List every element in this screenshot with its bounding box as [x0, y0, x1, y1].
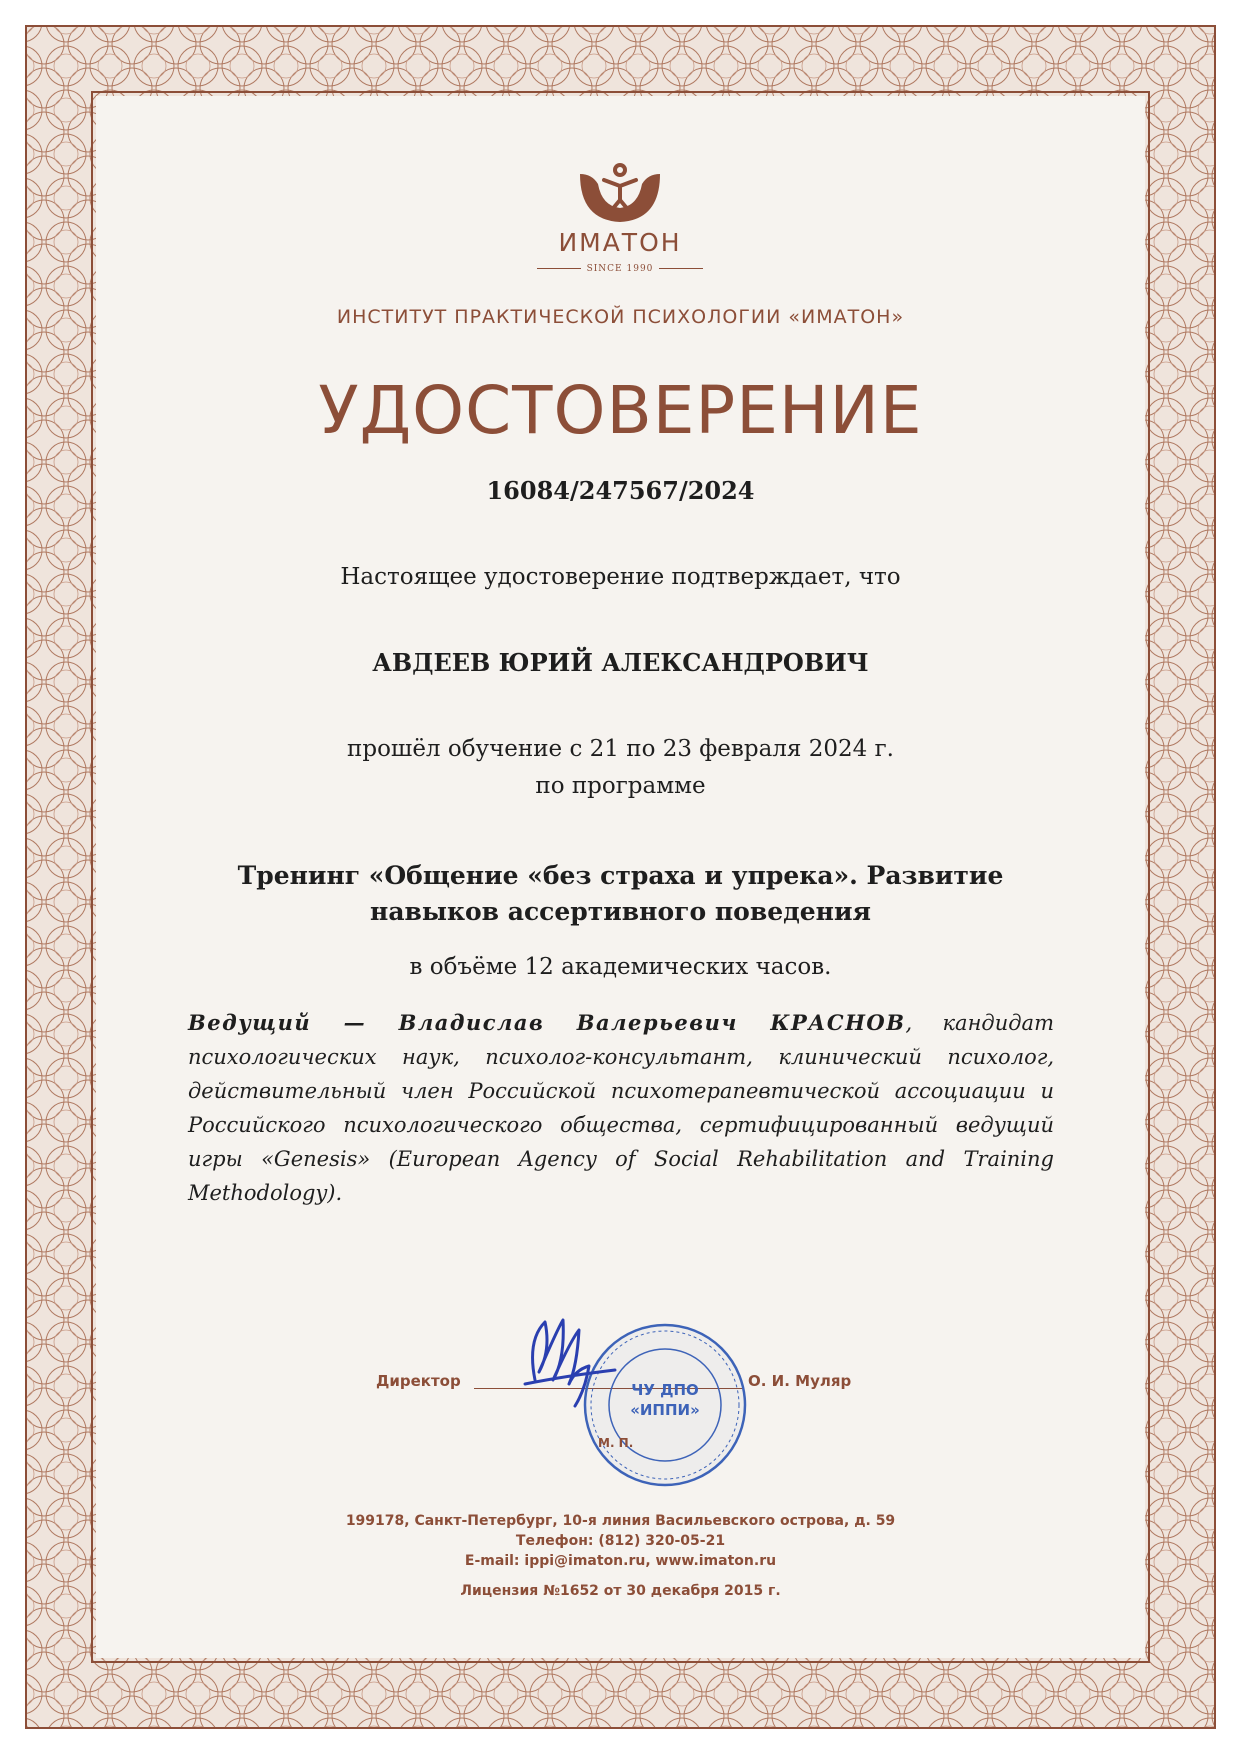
hours-text: в объёме 12 академических часов. [409, 954, 832, 980]
trainer-name: Ведущий — Владислав Валерьевич КРАСНОВ [188, 1010, 906, 1035]
logo-emblem-icon [520, 160, 720, 228]
confirmation-text: Настоящее удостоверение подтверждает, что [340, 564, 901, 590]
footer-phone: Телефон: (812) 320-05-21 [515, 1533, 726, 1549]
footer-license: Лицензия №1652 от 30 декабря 2015 г. [460, 1583, 781, 1599]
seal-place-label: М. П. [598, 1436, 634, 1450]
director-signature [505, 1310, 625, 1410]
director-name: О. И. Муляр [748, 1372, 852, 1390]
holder-name: АВДЕЕВ ЮРИЙ АЛЕКСАНДРОВИЧ [372, 648, 869, 677]
logo-wordmark: ИМАТОН [558, 228, 682, 257]
program-label: по программе [535, 773, 706, 799]
footer-contacts: E-mail: ippi@imaton.ru, www.imaton.ru [464, 1553, 777, 1569]
logo-since: SINCE 1990 [520, 264, 720, 274]
institute-name: ИНСТИТУТ ПРАКТИЧЕСКОЙ ПСИХОЛОГИИ «ИМАТОН» [336, 306, 905, 328]
document-title: УДОСТОВЕРЕНИЕ [318, 372, 923, 449]
program-title-line-1: Тренинг «Общение «без страха и упрека». Развитие [237, 861, 1004, 890]
footer-address: 199178, Санкт-Петербург, 10-я линия Васильевского острова, д. 59 [345, 1513, 896, 1529]
director-label: Директор [376, 1372, 461, 1390]
training-dates: прошёл обучение с 21 по 23 февраля 2024 г. [347, 736, 894, 762]
imaton-logo [520, 160, 720, 290]
trainer-description [188, 1006, 1054, 1210]
stamp-line-1: ЧУ ДПО [631, 1381, 699, 1399]
program-title-line-2: навыков ассертивного поведения [370, 897, 871, 926]
stamp-line-2: «ИППИ» [630, 1401, 700, 1419]
trainer-credentials: , кандидат психологических наук, психолог-консультант, клинический психолог, действительный член Российской психотерапевтической ассоциации и Российского психологического общества, сертифицированный ведущий игры «Genesis» (European Agency of Social Rehabilitation and Training Methodology). [188, 1011, 1054, 1205]
program-title [0, 858, 1241, 930]
certificate-number: 16084/247567/2024 [486, 476, 755, 505]
